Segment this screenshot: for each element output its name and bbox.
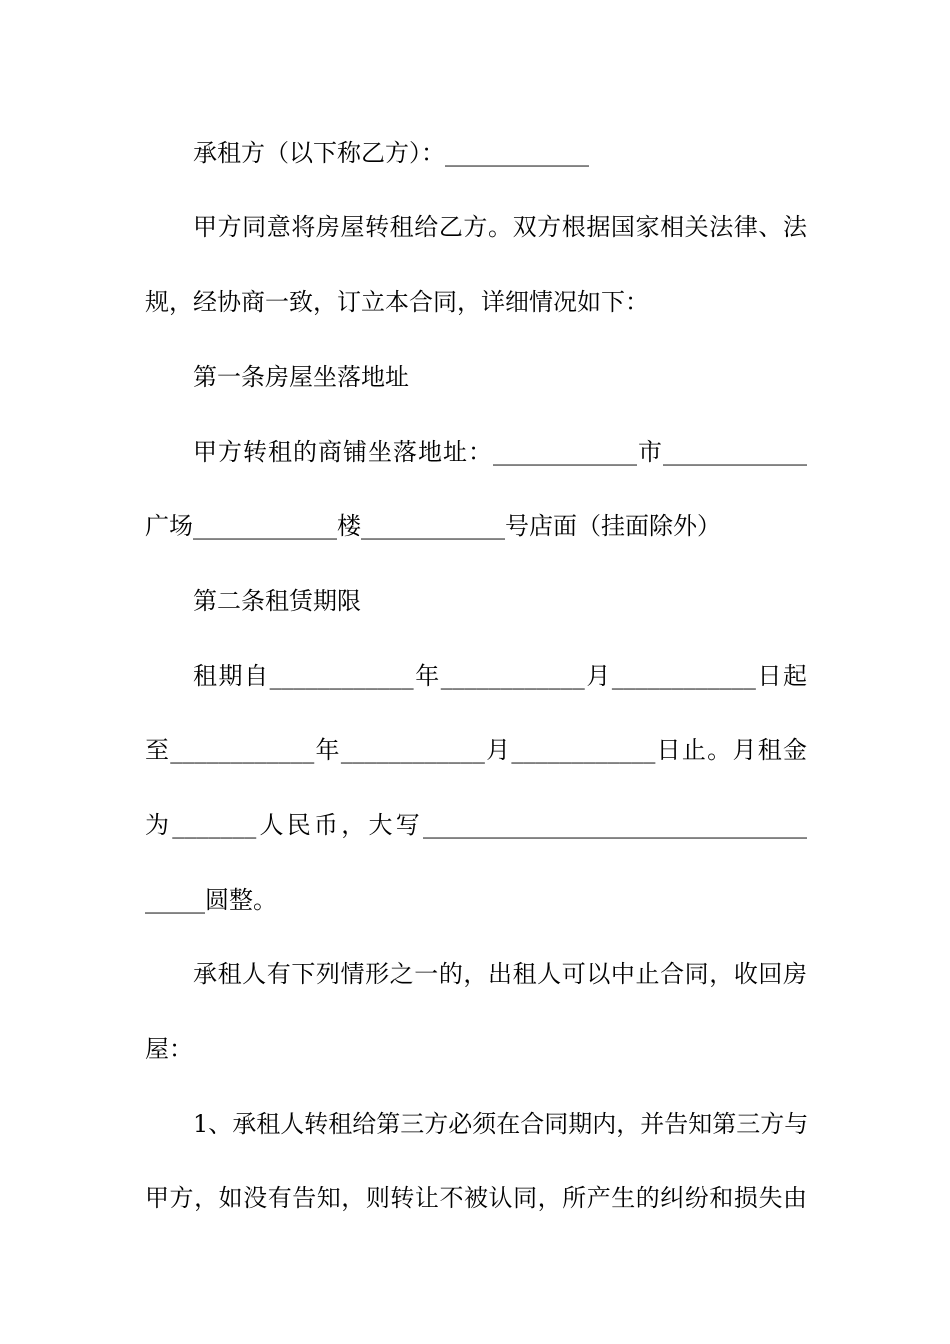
address-line-2: 广场____________楼____________号店面（挂面除外） [145, 512, 721, 540]
term-line-1: 租期自____________年____________月____________日起 [193, 662, 807, 690]
lessee-line: 承租方（以下称乙方）：____________ [193, 139, 589, 167]
paragraph-intro-line-1: 甲方同意将房屋转租给乙方。双方根据国家相关法律、法 [193, 213, 807, 241]
article-2-heading: 第二条租赁期限 [193, 587, 361, 615]
address-line-1: 甲方转租的商铺坐落地址：____________市____________ [193, 438, 807, 466]
term-line-2: 至____________年____________月____________日止。月租金 [145, 736, 807, 764]
paragraph-intro-line-2: 规，经协商一致，订立本合同，详细情况如下： [145, 288, 649, 316]
clause-1-line-1: 1、承租人转租给第三方必须在合同期内，并告知第三方与 [193, 1110, 809, 1138]
termination-line-2: 屋： [145, 1035, 193, 1063]
rent-line-end: _____圆整。 [145, 886, 277, 914]
rent-line: 为_______人民币，大写________________________________ [145, 811, 807, 839]
clause-1-line-2: 甲方，如没有告知，则转让不被认同，所产生的纠纷和损失由 [145, 1184, 807, 1212]
termination-line-1: 承租人有下列情形之一的，出租人可以中止合同，收回房 [193, 960, 807, 988]
article-1-heading: 第一条房屋坐落地址 [193, 363, 409, 391]
